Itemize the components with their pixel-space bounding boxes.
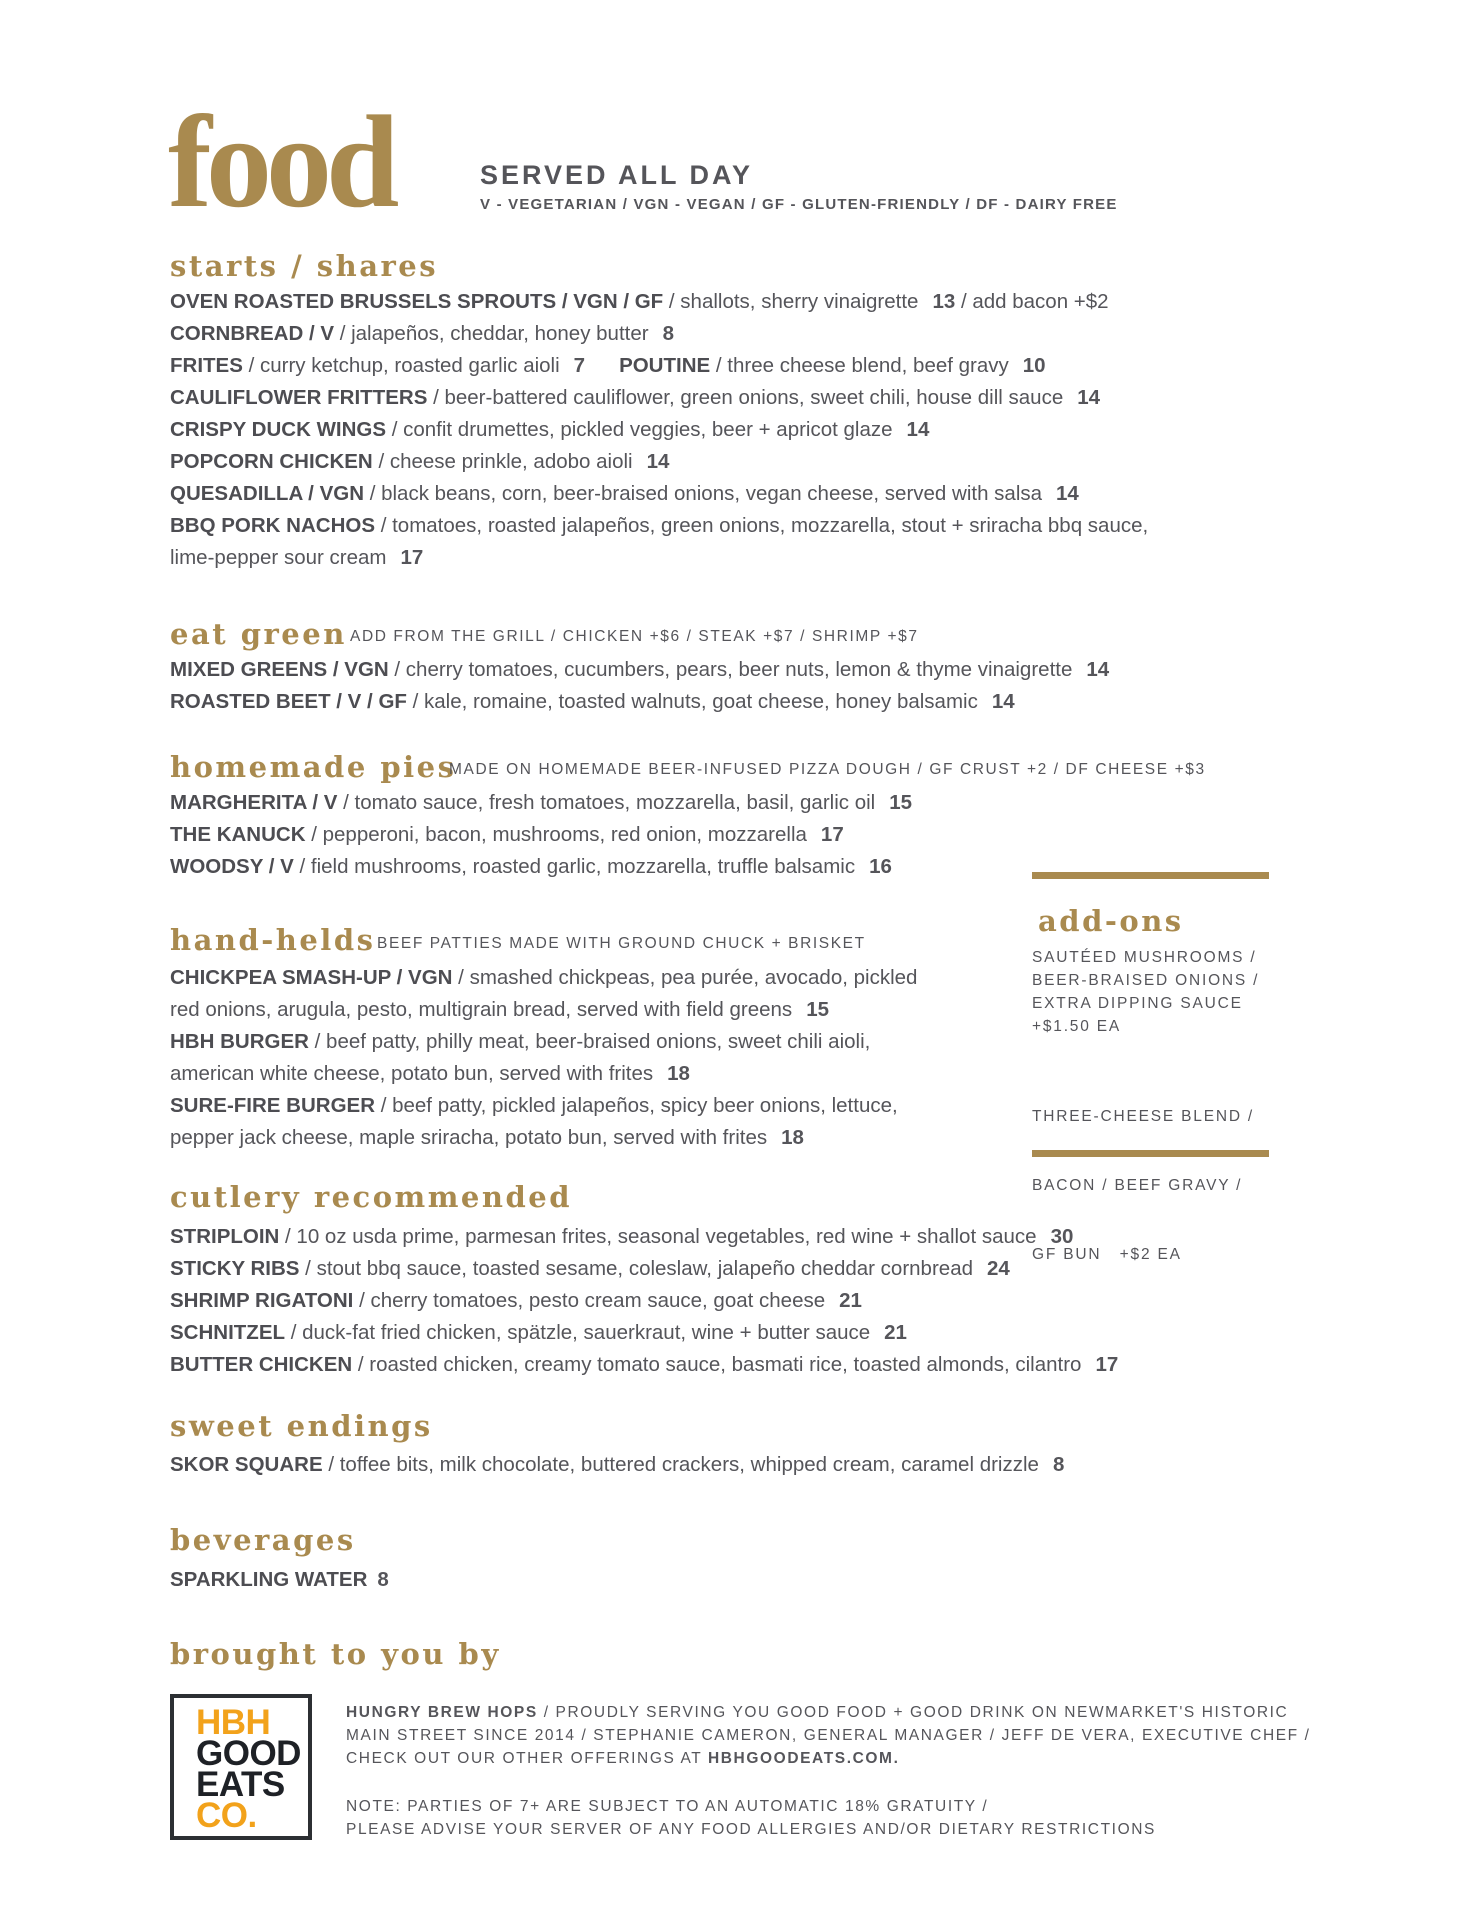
eat-green-list xyxy=(170,654,1109,718)
item-name: STRIPLOIN xyxy=(170,1225,280,1248)
item-price: 8 xyxy=(1052,1453,1065,1476)
item-price: 14 xyxy=(1086,658,1110,681)
item-price: 14 xyxy=(1056,482,1079,505)
served-all-day-heading: SERVED ALL DAY xyxy=(480,160,754,190)
item-price: 10 xyxy=(1022,354,1046,377)
item-price: 30 xyxy=(1050,1225,1074,1248)
item-price: 24 xyxy=(987,1257,1010,1280)
item-desc: / cherry tomatoes, pesto cream sauce, goat cheese xyxy=(353,1289,826,1312)
section-note-eat-green: ADD FROM THE GRILL / CHICKEN +$6 / STEAK +$7 / SHRIMP +$7 xyxy=(350,628,919,645)
section-title-brought: brought to you by xyxy=(170,1637,501,1671)
menu-item xyxy=(170,787,912,819)
item-desc: / toffee bits, milk chocolate, buttered crackers, whipped cream, caramel drizzle xyxy=(322,1453,1039,1476)
menu-item xyxy=(170,1285,1118,1317)
addon-line: EXTRA DIPPING SAUCE xyxy=(1032,995,1243,1012)
section-title-beverages: beverages xyxy=(170,1523,356,1557)
item-name: SPARKLING WATER xyxy=(170,1568,368,1591)
menu-item xyxy=(170,851,912,883)
item-price: 17 xyxy=(820,823,844,846)
item-desc: / smashed chickpeas, pea purée, avocado, pickled xyxy=(452,966,918,989)
handhelds-list xyxy=(170,962,917,1154)
item-price: 15 xyxy=(889,791,913,814)
section-title-starts: starts / shares xyxy=(170,249,439,283)
addon-line: BACON / BEEF GRAVY / xyxy=(1032,1177,1243,1194)
dietary-legend: V - VEGETARIAN / VGN - VEGAN / GF - GLUTEN-FRIENDLY / DF - DAIRY FREE xyxy=(480,196,1118,213)
item-name: BBQ PORK NACHOS xyxy=(170,514,376,537)
item-desc: / stout bbq sauce, toasted sesame, coleslaw, jalapeño cheddar cornbread xyxy=(299,1257,973,1280)
hbh-logo xyxy=(170,1694,312,1840)
menu-item xyxy=(170,318,1148,350)
addon-line: +$1.50 EA xyxy=(1032,1018,1122,1035)
item-desc: lime-pepper sour cream xyxy=(170,546,387,569)
section-title-sweet: sweet endings xyxy=(170,1409,433,1443)
item-name: CORNBREAD / V xyxy=(170,322,335,345)
logo-line: EATS xyxy=(196,1765,285,1804)
beverages-list xyxy=(170,1564,389,1596)
item-name: CRISPY DUCK WINGS xyxy=(170,418,387,441)
item-name: POUTINE xyxy=(619,354,711,377)
item-price: 15 xyxy=(806,998,829,1021)
item-price: 18 xyxy=(781,1126,804,1149)
item-price: 17 xyxy=(1095,1353,1119,1376)
item-name: FRITES xyxy=(170,354,243,377)
item-name: SHRIMP RIGATONI xyxy=(170,1289,354,1312)
menu-item-continued xyxy=(170,1122,917,1154)
logo-line: CO. xyxy=(196,1796,257,1835)
item-price: 16 xyxy=(869,855,892,878)
menu-item-continued xyxy=(170,994,917,1026)
item-name: BUTTER CHICKEN xyxy=(170,1353,353,1376)
item-name: CHICKPEA SMASH-UP / VGN xyxy=(170,966,453,989)
about-line xyxy=(346,1701,1311,1724)
item-desc: / shallots, sherry vinaigrette xyxy=(663,290,919,313)
item-desc: / cherry tomatoes, cucumbers, pears, beer nuts, lemon & thyme vinaigrette xyxy=(388,658,1073,681)
item-price: 14 xyxy=(906,418,930,441)
brand-name: HUNGRY BREW HOPS xyxy=(346,1704,538,1721)
item-desc: / tomatoes, roasted jalapeños, green onions, mozzarella, stout + sriracha bbq sauce, xyxy=(375,514,1149,537)
section-note-handhelds: BEEF PATTIES MADE WITH GROUND CHUCK + BRISKET xyxy=(377,935,866,952)
item-desc: / 10 oz usda prime, parmesan frites, seasonal vegetables, red wine + shallot sauce xyxy=(279,1225,1037,1248)
item-price: 8 xyxy=(662,322,674,345)
note-line-2: PLEASE ADVISE YOUR SERVER OF ANY FOOD ALLERGIES AND/OR DIETARY RESTRICTIONS xyxy=(346,1821,1156,1838)
addons-group-1 xyxy=(1032,946,1259,1038)
menu-item xyxy=(170,1090,917,1122)
item-desc: / three cheese blend, beef gravy xyxy=(710,354,1009,377)
addon-line: BEER-BRAISED ONIONS / xyxy=(1032,972,1260,989)
pies-list xyxy=(170,787,912,883)
menu-item xyxy=(170,1564,389,1596)
item-desc: / beef patty, pickled jalapeños, spicy beer onions, lettuce, xyxy=(375,1094,898,1117)
menu-item xyxy=(170,1349,1118,1381)
item-price: 17 xyxy=(400,546,424,569)
menu-title: food xyxy=(168,88,394,235)
menu-item xyxy=(170,286,1148,318)
menu-item xyxy=(170,686,1109,718)
menu-item xyxy=(170,478,1148,510)
logo-line: HBH xyxy=(196,1703,271,1742)
item-name: MIXED GREENS / VGN xyxy=(170,658,389,681)
item-desc: / field mushrooms, roasted garlic, mozzarella, truffle balsamic xyxy=(293,855,856,878)
about-text xyxy=(346,1701,1311,1770)
section-title-addons: add-ons xyxy=(1038,904,1184,938)
menu-item xyxy=(170,414,1148,446)
about-line-1: / PROUDLY SERVING YOU GOOD FOOD + GOOD DRINK ON NEWMARKET'S HISTORIC xyxy=(537,1704,1289,1721)
about-line-2: MAIN STREET SINCE 2014 / STEPHANIE CAMERON, GENERAL MANAGER / JEFF DE VERA, EXECUTIVE CHEF / xyxy=(346,1727,1311,1744)
website-link: HBHGOODEATS.COM. xyxy=(707,1750,900,1767)
addons-top-rule xyxy=(1032,872,1269,879)
about-line xyxy=(346,1747,1311,1770)
item-price: 21 xyxy=(884,1321,907,1344)
item-desc: / cheese prinkle, adobo aioli xyxy=(372,450,633,473)
item-price: 14 xyxy=(1077,386,1101,409)
item-desc: / duck-fat fried chicken, spätzle, sauerkraut, wine + butter sauce xyxy=(285,1321,871,1344)
item-price: 21 xyxy=(839,1289,862,1312)
item-price: 14 xyxy=(646,450,670,473)
item-name: CAULIFLOWER FRITTERS xyxy=(170,386,428,409)
addon-line: SAUTÉED MUSHROOMS / xyxy=(1032,949,1257,966)
item-desc: / beer-battered cauliflower, green onions, sweet chili, house dill sauce xyxy=(427,386,1064,409)
addon-line: GF BUN +$2 EA xyxy=(1032,1246,1182,1263)
section-title-handhelds: hand-helds xyxy=(170,923,376,957)
menu-item-continued xyxy=(170,542,1148,574)
sweet-list xyxy=(170,1449,1064,1481)
menu-item xyxy=(170,510,1148,542)
menu-item xyxy=(170,1449,1064,1481)
item-desc: / beef patty, philly meat, beer-braised onions, sweet chili aioli, xyxy=(308,1030,871,1053)
section-title-pies: homemade pies xyxy=(170,750,457,784)
gratuity-note xyxy=(346,1795,1156,1841)
menu-item xyxy=(170,1253,1118,1285)
starts-list xyxy=(170,286,1148,574)
menu-item xyxy=(170,446,1148,478)
menu-item xyxy=(170,654,1109,686)
logo-line: GOOD xyxy=(196,1734,301,1773)
menu-item xyxy=(170,350,1148,382)
section-title-eat-green: eat green xyxy=(170,617,347,651)
item-desc: / curry ketchup, roasted garlic aioli xyxy=(242,354,560,377)
item-price: 8 xyxy=(377,1568,389,1591)
addon-line: THREE-CHEESE BLEND / xyxy=(1032,1108,1255,1125)
item-desc: pepper jack cheese, maple sriracha, potato bun, served with frites xyxy=(170,1126,768,1149)
item-desc: / black beans, corn, beer-braised onions, vegan cheese, served with salsa xyxy=(364,482,1043,505)
item-name: SCHNITZEL xyxy=(170,1321,286,1344)
item-desc: / jalapeños, cheddar, honey butter xyxy=(334,322,649,345)
item-name: THE KANUCK xyxy=(170,823,306,846)
section-title-cutlery: cutlery recommended xyxy=(170,1180,572,1214)
menu-item xyxy=(170,1026,917,1058)
menu-item xyxy=(170,1317,1118,1349)
item-name: POPCORN CHICKEN xyxy=(170,450,373,473)
item-name: ROASTED BEET / V / GF xyxy=(170,690,407,713)
item-name: HBH BURGER xyxy=(170,1030,309,1053)
item-price: 7 xyxy=(573,354,586,377)
menu-item xyxy=(170,962,917,994)
menu-item xyxy=(170,819,912,851)
item-desc: / roasted chicken, creamy tomato sauce, basmati rice, toasted almonds, cilantro xyxy=(352,1353,1082,1376)
item-name: STICKY RIBS xyxy=(170,1257,300,1280)
item-desc: / confit drumettes, pickled veggies, beer + apricot glaze xyxy=(386,418,893,441)
item-desc: / pepperoni, bacon, mushrooms, red onion, mozzarella xyxy=(305,823,807,846)
menu-item xyxy=(170,1221,1118,1253)
menu-item-continued xyxy=(170,1058,917,1090)
item-name: SURE-FIRE BURGER xyxy=(170,1094,376,1117)
menu-item xyxy=(170,382,1148,414)
item-name: MARGHERITA / V xyxy=(170,791,338,814)
item-name: WOODSY / V xyxy=(170,855,294,878)
item-extra: / add bacon +$2 xyxy=(955,290,1109,313)
about-line-3: CHECK OUT OUR OTHER OFFERINGS AT xyxy=(346,1750,708,1767)
item-price: 13 xyxy=(932,290,956,313)
addons-bottom-rule xyxy=(1032,1150,1269,1157)
item-price: 18 xyxy=(667,1062,690,1085)
note-line-1: NOTE: PARTIES OF 7+ ARE SUBJECT TO AN AUTOMATIC 18% GRATUITY / xyxy=(346,1798,989,1815)
item-price: 14 xyxy=(991,690,1015,713)
item-desc: red onions, arugula, pesto, multigrain bread, served with field greens xyxy=(170,998,793,1021)
item-desc: / kale, romaine, toasted walnuts, goat cheese, honey balsamic xyxy=(406,690,978,713)
item-desc: / tomato sauce, fresh tomatoes, mozzarella, basil, garlic oil xyxy=(337,791,876,814)
item-desc: american white cheese, potato bun, served with frites xyxy=(170,1062,654,1085)
item-name: QUESADILLA / VGN xyxy=(170,482,364,505)
cutlery-list xyxy=(170,1221,1118,1381)
section-note-pies: MADE ON HOMEMADE BEER-INFUSED PIZZA DOUGH / GF CRUST +2 / DF CHEESE +$3 xyxy=(449,761,1206,778)
item-name: OVEN ROASTED BRUSSELS SPROUTS / VGN / GF xyxy=(170,290,664,313)
item-name: SKOR SQUARE xyxy=(170,1453,323,1476)
